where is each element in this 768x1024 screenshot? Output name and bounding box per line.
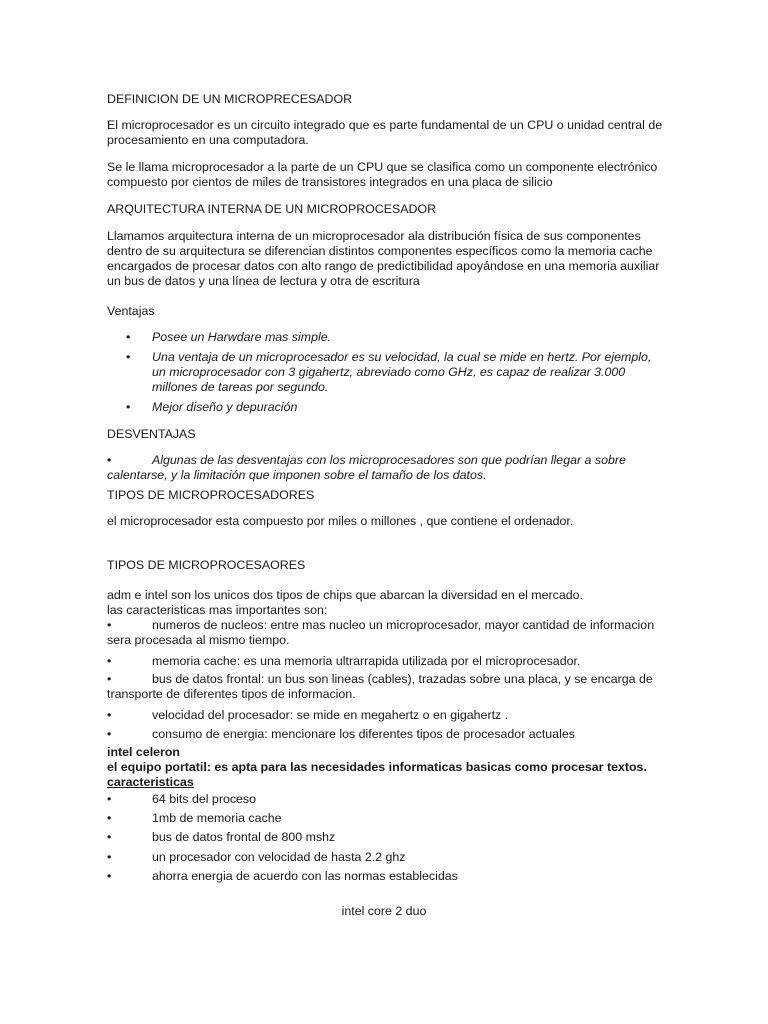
bullet-icon: • [107,453,112,467]
bullet-icon: • [107,618,112,632]
list-item-celeron [107,792,667,807]
intel-core-2-duo-title: intel core 2 duo [341,904,427,918]
heading-ventajas: Ventajas [107,304,155,318]
list-item-ventaja [107,330,667,345]
celeron-item-text: 64 bits del proceso [152,792,257,806]
bullet-icon: • [107,850,112,864]
intel-celeron-title: intel celeron [107,745,180,759]
bullet-icon: • [107,708,112,722]
ventaja-text: Una ventaja de un microprocesador es su velocidad, la cual se mide en hertz. Por ejemplo, un microprocesador con 3 gigahertz, abreviado como GHz, es capaz de realizar 3.000 millones de tareas por segundo. [152,350,652,394]
bullet-icon: • [107,792,112,806]
heading-tipos-1: TIPOS DE MICROPROCESADORES [107,488,315,502]
list-item-caracteristica [107,727,667,742]
list-item-caracteristica [107,618,667,648]
celeron-item-text: ahorra energia de acuerdo con las normas establecidas [152,869,458,883]
paragraph-definicion-2: Se le llama microprocesador a la parte de un CPU que se clasifica como un componente electrónico compuesto por cientos de miles de transistores integrados en una placa de silicio [107,160,658,189]
desventaja-text: Algunas de las desventajas con los microprocesadores son que podrían llegar a sobre calentarse, y la limitación que imponen sobre el tamaño de los datos. [107,453,626,482]
paragraph-tipos-1: el microprocesador esta compuesto por miles o millones , que contiene el ordenador. [107,514,574,528]
list-item-celeron [107,830,667,845]
heading-desventajas: DESVENTAJAS [107,427,196,441]
list-item-caracteristica [107,654,667,669]
list-item-ventaja [107,400,667,415]
caracteristica-text: velocidad del procesador: se mide en megahertz o en gigahertz . [152,708,509,722]
list-item-celeron [107,811,667,826]
list-item-celeron [107,869,667,884]
bullet-icon: • [107,811,112,825]
bullet-icon: • [107,672,112,686]
list-item-caracteristica [107,672,667,702]
paragraph-tipos-2a: adm e intel son los unicos dos tipos de chips que abarcan la diversidad en el mercado. [107,588,583,602]
celeron-item-text: bus de datos frontal de 800 mshz [152,830,336,844]
caracteristicas-heading: caracteristicas [107,775,194,789]
celeron-item-text: un procesador con velocidad de hasta 2.2 ghz [152,850,406,864]
list-item-desventaja [107,453,667,483]
list-item-ventaja [107,350,667,395]
bullet-icon: • [107,654,112,668]
list-item-celeron [107,850,667,865]
caracteristica-text: memoria cache: es una memoria ultrarrapida utilizada por el microprocesador. [152,654,581,668]
caracteristica-text: numeros de nucleos: entre mas nucleo un microprocesador, mayor cantidad de informacion sera procesada al mismo tiempo. [107,618,655,647]
celeron-item-text: 1mb de memoria cache [152,811,282,825]
intel-celeron-description: el equipo portatil: es apta para las necesidades informaticas basicas como procesar textos. [107,760,647,774]
bullet-icon: • [107,727,112,741]
caracteristica-text: bus de datos frontal: un bus son lineas (cables), trazadas sobre una placa, y se encarga de transporte de diferentes tipos de informacion. [107,672,653,701]
heading-arquitectura: ARQUITECTURA INTERNA DE UN MICROPROCESADOR [107,202,437,216]
paragraph-arquitectura: Llamamos arquitectura interna de un microprocesador ala distribución física de sus componentes dentro de su arquitectura se diferencian distintos componentes específicos como la memoria cache encargados de procesar datos con alto rango de predictibilidad apoyándose en una memoria auxiliar un bus de datos y una línea de lectura y otra de escritura [107,229,660,288]
ventaja-text: Mejor diseño y depuración [152,400,298,414]
paragraph-tipos-2b: las caracteristicas mas importantes son: [107,603,328,617]
heading-definicion: DEFINICION DE UN MICROPRECESADOR [107,92,353,106]
bullet-icon: • [126,330,131,344]
paragraph-definicion-1: El microprocesador es un circuito integrado que es parte fundamental de un CPU o unidad central de procesamiento en una computadora. [107,118,663,147]
heading-tipos-2: TIPOS DE MICROPROCESAORES [107,558,306,572]
caracteristica-text: consumo de energia: mencionare los diferentes tipos de procesador actuales [152,727,575,741]
list-item-caracteristica [107,708,667,723]
bullet-icon: • [126,400,131,414]
bullet-icon: • [126,350,131,364]
ventaja-text: Posee un Harwdare mas simple. [152,330,332,344]
bullet-icon: • [107,869,112,883]
bullet-icon: • [107,830,112,844]
